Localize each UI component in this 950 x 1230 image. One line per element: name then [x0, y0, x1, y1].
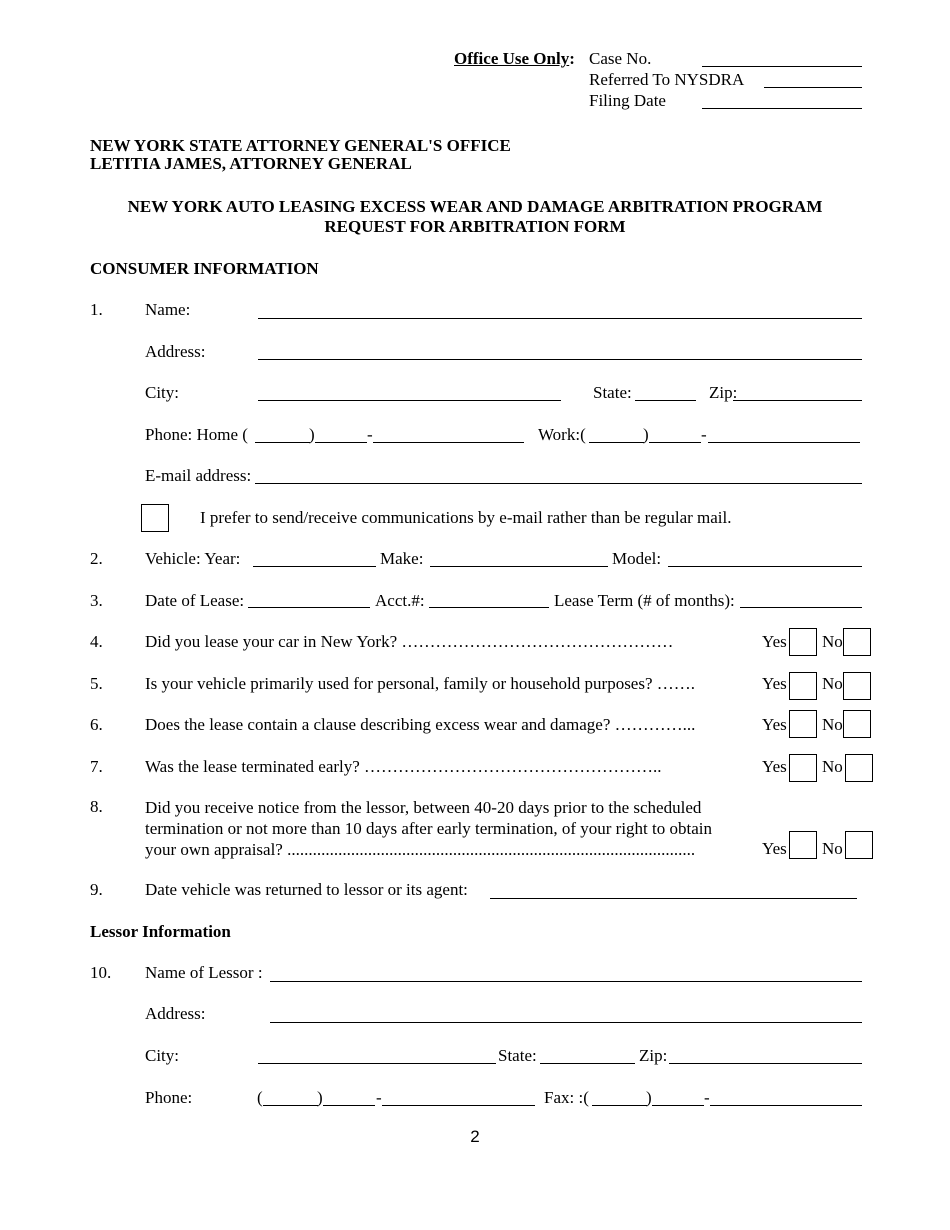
acct-field[interactable]: [429, 607, 549, 608]
work-prefix-field[interactable]: [649, 442, 701, 443]
lessor-phone-paren-close: ): [317, 1088, 323, 1107]
lessor-phone-label: Phone:: [145, 1088, 193, 1107]
filing-date-field[interactable]: [702, 108, 862, 109]
office-use-label: Office Use Only:: [454, 49, 575, 68]
referred-label: Referred To NYSDRA: [589, 70, 745, 89]
return-date-label: Date vehicle was returned to lessor or its agent:: [145, 880, 468, 899]
return-date-field[interactable]: [490, 898, 857, 899]
item-number-8: 8.: [90, 797, 103, 816]
lessor-state-field[interactable]: [540, 1063, 635, 1064]
address-field[interactable]: [258, 359, 862, 360]
work-area-code-field[interactable]: [589, 442, 644, 443]
vehicle-make-label: Make:: [380, 549, 424, 568]
question-8-line1: Did you receive notice from the lessor, between 40-20 days prior to the scheduled: [145, 798, 702, 817]
question-8-no-label: No: [822, 839, 843, 858]
lessor-fax-area-code-field[interactable]: [592, 1105, 647, 1106]
vehicle-model-field[interactable]: [668, 566, 862, 567]
state-field[interactable]: [635, 400, 696, 401]
lessor-phone-area-code-field[interactable]: [263, 1105, 318, 1106]
lessor-section-heading: Lessor Information: [90, 922, 231, 941]
lessor-phone-prefix-field[interactable]: [323, 1105, 375, 1106]
vehicle-year-label: Vehicle: Year:: [145, 549, 241, 568]
vehicle-year-field[interactable]: [253, 566, 376, 567]
lessor-address-label: Address:: [145, 1004, 206, 1023]
item-number-1: 1.: [90, 300, 103, 319]
email-label: E-mail address:: [145, 466, 252, 485]
name-label: Name:: [145, 300, 191, 319]
lessor-zip-label: Zip:: [639, 1046, 668, 1065]
item-number-5: 5.: [90, 674, 103, 693]
question-7-no-label: No: [822, 757, 843, 776]
home-number-field[interactable]: [373, 442, 524, 443]
item-number-10: 10.: [90, 963, 112, 982]
case-no-field[interactable]: [702, 66, 862, 67]
question-4-no-checkbox[interactable]: [843, 628, 871, 656]
question-5-yes-label: Yes: [762, 674, 787, 693]
ag-heading: LETITIA JAMES, ATTORNEY GENERAL: [90, 154, 412, 173]
item-number-6: 6.: [90, 715, 103, 734]
item-number-9: 9.: [90, 880, 103, 899]
lease-term-label: Lease Term (# of months):: [554, 591, 735, 610]
question-8-yes-label: Yes: [762, 839, 787, 858]
question-5-no-label: No: [822, 674, 843, 693]
question-6-yes-label: Yes: [762, 715, 787, 734]
question-4-yes-label: Yes: [762, 632, 787, 651]
lessor-name-field[interactable]: [270, 981, 862, 982]
date-of-lease-field[interactable]: [248, 607, 370, 608]
zip-label: Zip:: [709, 383, 738, 402]
home-dash: -: [367, 425, 373, 444]
question-8-line2: termination or not more than 10 days after early termination, of your right to obtain: [145, 819, 712, 838]
city-field[interactable]: [258, 400, 561, 401]
name-field[interactable]: [258, 318, 862, 319]
question-8-line3: your own appraisal? ................................................................................................: [145, 840, 696, 859]
question-4-no-label: No: [822, 632, 843, 651]
case-no-label: Case No.: [589, 49, 652, 68]
question-7-text: Was the lease terminated early? ……………………………………………..: [145, 757, 662, 776]
lessor-address-field[interactable]: [270, 1022, 862, 1023]
work-paren-close: ): [643, 425, 649, 444]
lessor-zip-field[interactable]: [669, 1063, 862, 1064]
acct-label: Acct.#:: [375, 591, 425, 610]
vehicle-model-label: Model:: [612, 549, 662, 568]
item-number-7: 7.: [90, 757, 103, 776]
lessor-fax-label: Fax: :(: [544, 1088, 589, 1107]
question-7-yes-checkbox[interactable]: [789, 754, 817, 782]
lessor-phone-dash: -: [376, 1088, 382, 1107]
lessor-fax-prefix-field[interactable]: [652, 1105, 704, 1106]
question-8-no-checkbox[interactable]: [845, 831, 873, 859]
question-8-yes-checkbox[interactable]: [789, 831, 817, 859]
lessor-name-label: Name of Lessor :: [145, 963, 263, 982]
work-number-field[interactable]: [708, 442, 860, 443]
question-6-no-checkbox[interactable]: [843, 710, 871, 738]
email-preference-label: I prefer to send/receive communications by e-mail rather than be regular mail.: [200, 508, 732, 527]
question-5-yes-checkbox[interactable]: [789, 672, 817, 700]
question-6-yes-checkbox[interactable]: [789, 710, 817, 738]
lessor-city-label: City:: [145, 1046, 180, 1065]
lessor-phone-paren-open: (: [257, 1088, 263, 1107]
program-title: NEW YORK AUTO LEASING EXCESS WEAR AND DAMAGE ARBITRATION PROGRAM: [127, 197, 823, 216]
question-7-yes-label: Yes: [762, 757, 787, 776]
lessor-city-field[interactable]: [258, 1063, 496, 1064]
email-field[interactable]: [255, 483, 862, 484]
question-5-no-checkbox[interactable]: [843, 672, 871, 700]
form-title: REQUEST FOR ARBITRATION FORM: [324, 217, 626, 236]
lessor-fax-paren-close: ): [646, 1088, 652, 1107]
lease-term-field[interactable]: [740, 607, 862, 608]
lessor-fax-dash: -: [704, 1088, 710, 1107]
item-number-4: 4.: [90, 632, 103, 651]
work-dash: -: [701, 425, 707, 444]
lessor-fax-number-field[interactable]: [710, 1105, 862, 1106]
date-of-lease-label: Date of Lease:: [145, 591, 245, 610]
question-4-text: Did you lease your car in New York? …………………………………………: [145, 632, 674, 651]
phone-home-label: Phone: Home (: [145, 425, 248, 444]
home-area-code-field[interactable]: [255, 442, 310, 443]
lessor-state-label: State:: [498, 1046, 537, 1065]
question-4-yes-checkbox[interactable]: [789, 628, 817, 656]
question-7-no-checkbox[interactable]: [845, 754, 873, 782]
filing-date-label: Filing Date: [589, 91, 666, 110]
home-prefix-field[interactable]: [315, 442, 367, 443]
address-label: Address:: [145, 342, 206, 361]
state-label: State:: [593, 383, 632, 402]
item-number-3: 3.: [90, 591, 103, 610]
zip-field[interactable]: [733, 400, 862, 401]
vehicle-make-field[interactable]: [430, 566, 608, 567]
city-label: City:: [145, 383, 180, 402]
work-label: Work:(: [538, 425, 586, 444]
office-heading: NEW YORK STATE ATTORNEY GENERAL'S OFFICE: [90, 136, 511, 155]
question-6-no-label: No: [822, 715, 843, 734]
question-6-text: Does the lease contain a clause describing excess wear and damage? …………...: [145, 715, 696, 734]
home-paren-close: ): [309, 425, 315, 444]
referred-field[interactable]: [764, 87, 862, 88]
question-5-text: Is your vehicle primarily used for personal, family or household purposes? …….: [145, 674, 696, 693]
consumer-section-heading: CONSUMER INFORMATION: [90, 259, 319, 278]
item-number-2: 2.: [90, 549, 103, 568]
lessor-phone-number-field[interactable]: [382, 1105, 535, 1106]
email-preference-checkbox[interactable]: [141, 504, 169, 532]
page-number: 2: [470, 1127, 480, 1146]
